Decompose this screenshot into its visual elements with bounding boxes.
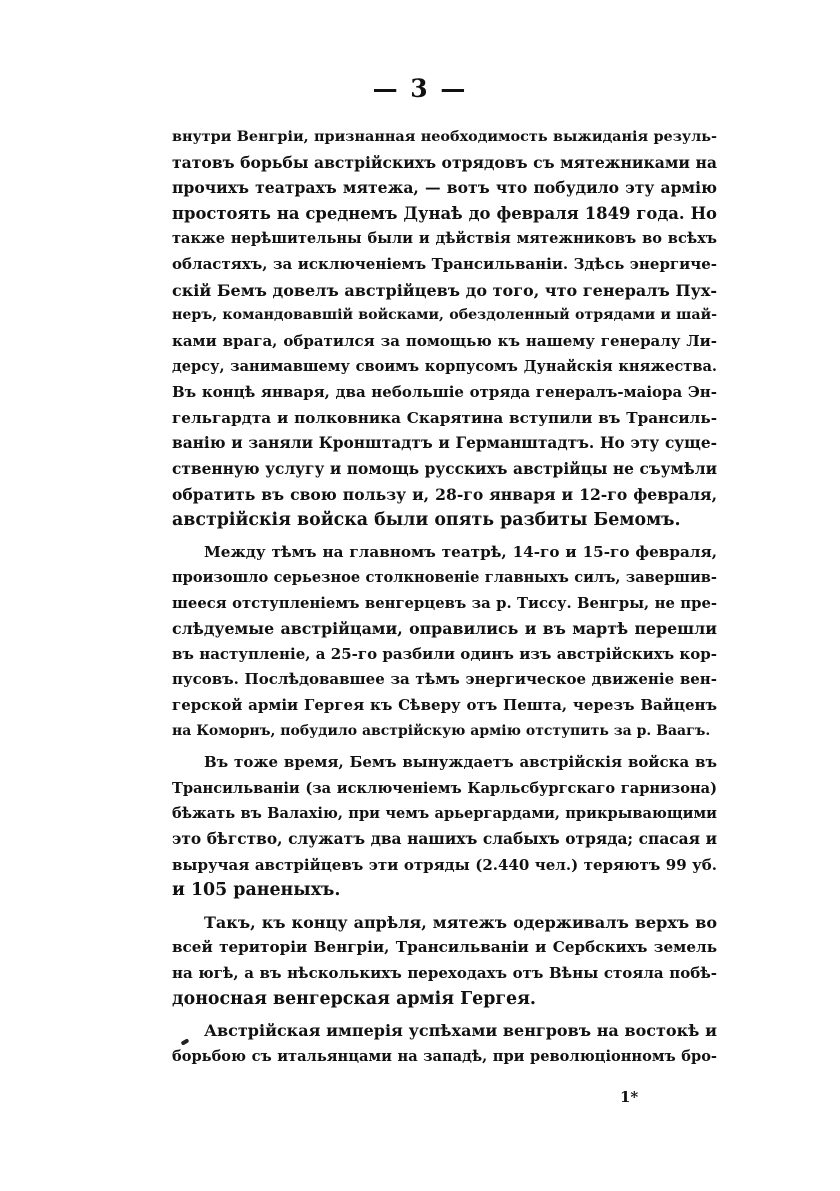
text-line: областяхъ, за исключеніемъ Трансильваніи. Здѣсь энергиче- — [172, 254, 717, 273]
text-line: на Коморнъ, побудило австрійскую армію отступить за р. Ваагъ. — [172, 722, 711, 739]
text-line: шееся отступленіемъ венгерцевъ за р. Тиссу. Венгры, не пре- — [172, 594, 717, 612]
text-line: прочихъ театрахъ мятежа, — вотъ что побудило эту армію — [172, 178, 717, 198]
text-line: и 105 раненыхъ. — [172, 880, 341, 901]
text-line: дерсу, занимавшему своимъ корпусомъ Дунайскія княжества. — [172, 358, 717, 376]
text-line: герской арміи Гергея къ Сѣверу отъ Пешта, черезъ Вайценъ — [172, 696, 717, 715]
text-line: внутри Венгріи, признанная необходимость выжиданія резуль- — [172, 128, 717, 145]
text-line: бѣжать въ Валахію, при чемъ арьергардами, прикрывающими — [172, 805, 717, 823]
text-line: въ наступленіе, а 25-го разбили одинъ изъ австрійскихъ кор- — [172, 644, 717, 663]
text-line: выручая австрійцевъ эти отряды (2.440 чел.) теряютъ 99 уб. — [172, 855, 717, 874]
text-line: произошло серьезное столкновеніе главныхъ силъ, завершив- — [172, 569, 717, 587]
text-line: также нерѣшительны были и дѣйствія мятежниковъ во всѣхъ — [172, 230, 717, 248]
printer-signature-mark: 1* — [620, 1088, 639, 1106]
text-line: скій Бемъ довелъ австрійцевъ до того, что генералъ Пух- — [172, 280, 717, 300]
text-line: Австрійская имперія успѣхами венгровъ на востокѣ и — [204, 1021, 717, 1041]
text-line: слѣдуемые австрійцами, оправились и въ мартѣ перешли — [172, 619, 717, 639]
text-line: австрійскія войска были опять разбиты Бемомъ. — [172, 509, 681, 530]
text-line: простоять на среднемъ Дунаѣ до февраля 1849 года. Но — [172, 203, 717, 223]
text-line: Въ тоже время, Бемъ вынуждаетъ австрійскія войска въ — [204, 753, 717, 772]
text-line: борьбою съ итальянцами на западѣ, при революціонномъ бро- — [172, 1047, 717, 1065]
text-line: пусовъ. Послѣдовавшее за тѣмъ энергическое движеніе вен- — [172, 670, 717, 689]
text-line: ственную услугу и помощь русскихъ австрійцы не съумѣли — [172, 459, 717, 478]
text-line: гельгардта и полковника Скарятина вступили въ Трансиль- — [172, 408, 717, 427]
text-line: Такъ, къ концу апрѣля, мятежъ одерживалъ верхъ во — [204, 912, 717, 932]
text-line: обратить въ свою пользу и, 28-го января и 12-го февраля, — [172, 485, 717, 505]
text-line: ками врага, обратился за помощью къ нашему генералу Ли- — [172, 331, 717, 350]
page-number: — 3 — — [372, 74, 468, 103]
body-text — [172, 124, 717, 1069]
text-line: всей територіи Венгріи, Трансильваніи и Сербскихъ земель — [172, 938, 717, 957]
text-line: это бѣгство, служатъ два нашихъ слабыхъ отряда; спасая и — [172, 830, 717, 849]
text-line: на югѣ, а въ нѣсколькихъ переходахъ отъ Вѣны стояла побѣ- — [172, 964, 717, 982]
text-line: доносная венгерская армія Гергея. — [172, 988, 536, 1009]
text-line: Между тѣмъ на главномъ театрѣ, 14-го и 15-го февраля, — [204, 542, 717, 561]
text-line: Въ концѣ января, два небольшіе отряда генералъ-маіора Эн- — [172, 382, 717, 401]
text-line: ванію и заняли Кронштадтъ и Германштадтъ. Но эту суще- — [172, 434, 717, 453]
text-line: татовъ борьбы австрійскихъ отрядовъ съ мятежниками на — [172, 152, 717, 172]
text-line: Трансильваніи (за исключеніемъ Карльсбургскаго гарнизона) — [172, 779, 717, 797]
text-line: неръ, командовавшій войсками, обездоленный отрядами и шай- — [172, 307, 717, 324]
